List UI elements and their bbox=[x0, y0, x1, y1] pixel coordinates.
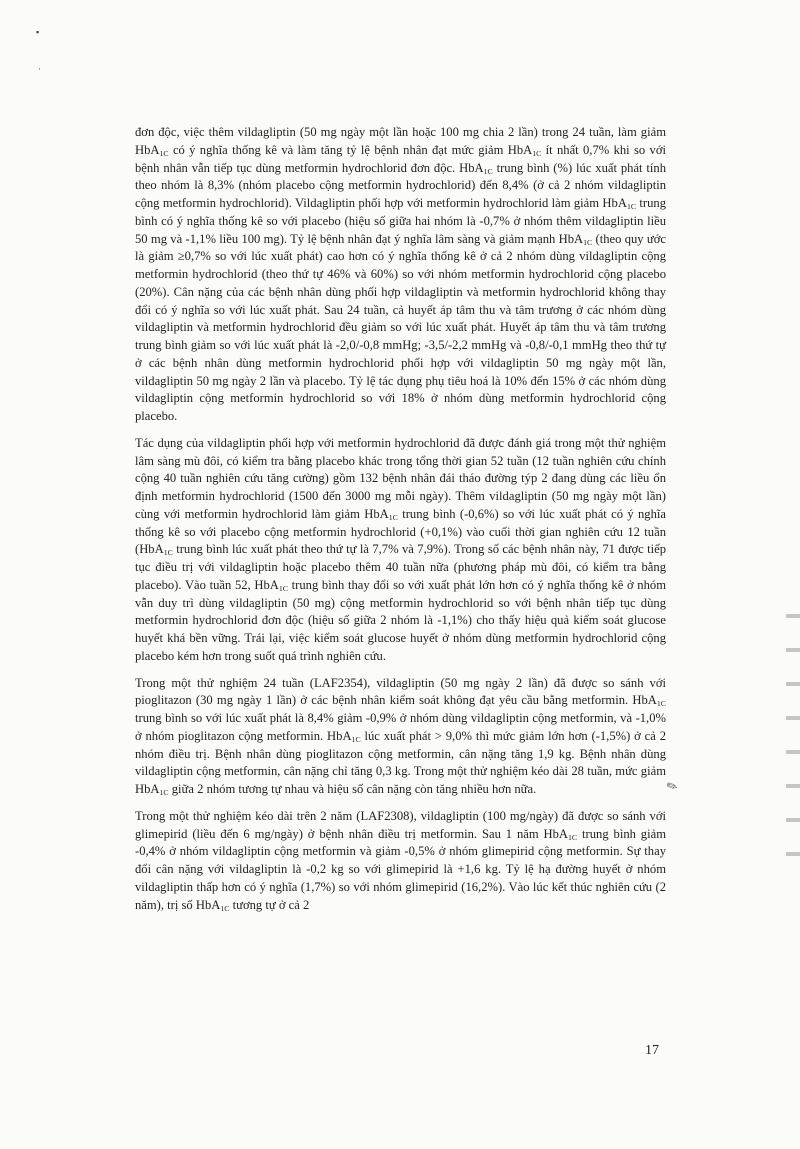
paragraph-text: trung bình thay đổi so với xuất phát lớn hơn có ý nghĩa thống kê ở nhóm vẫn duy trì dùng vildagliptin (50 mg) cộng metformin hydrochlorid so với bệnh nhân tiếp tục dùng metformin hydrochlorid đơn độc (hiệu số giữa 2 nhóm là -1,1%) cho thấy hiệu quả kiểm soát glucose huyết khá bền vững. Trái lại, việc kiểm soát glucose huyết ở nhóm dùng metformin hydrochlorid cộng placebo kém hơn trong suốt quá trình nghiên cứu. bbox=[135, 577, 670, 663]
paragraph-text: trung bình lúc xuất phát theo thứ tự là 7,7% và 7,9%). Trong số các bệnh nhân này, 71 được tiếp tục điều trị với vildagliptin hoặc placebo thêm 40 tuần nữa (phương pháp mù đôi, có kiểm tra bằng placebo). Vào tuần 52, HbA bbox=[135, 542, 670, 592]
paragraph-text: đơn độc, việc thêm vildagliptin (50 mg ngày một lần hoặc 100 mg chia 2 lần) trong 24 tuần, làm giảm HbA bbox=[135, 125, 670, 157]
scan-speck: · bbox=[38, 64, 41, 74]
scan-speck: ▪ bbox=[36, 27, 40, 37]
page-body-text bbox=[135, 124, 670, 923]
page-number: 17 bbox=[645, 1043, 659, 1058]
paragraph-text: trung bình so với lúc xuất phát là 8,4% giảm -0,9% ở nhóm dùng vildagliptin cộng metformin, và -1,0% ở nhóm pioglitazon cộng metformin. HbA bbox=[135, 693, 670, 743]
subscript-text: 1C bbox=[626, 201, 637, 211]
subscript-text: 1C bbox=[159, 787, 169, 797]
subscript-text: 1C bbox=[583, 237, 593, 247]
paragraph-text: ít nhất 0,7% khi so với bệnh nhân vẫn tiếp tục dùng metformin hydrochlorid đơn độc. HbA bbox=[135, 142, 670, 175]
paragraph-text: trung bình (-0,6%) so với lúc xuất phát có ý nghĩa thống kê so với placebo cộng metformin hydrochlorid (+0,1%) vào cuối thời gian nghiên cứu 12 tuần (HbA bbox=[135, 506, 670, 557]
paragraph-text: trung bình có ý nghĩa thống kê so với placebo (hiệu số giữa hai nhóm là -0,7% ở nhóm thêm vildagliptin liều 50 mg và -1,1% liều 100 mg). Tỷ lệ bệnh nhân đạt ý nghĩa lâm sàng và giảm mạnh HbA bbox=[135, 196, 670, 246]
paragraph-text: Trong một thử nghiệm kéo dài trên 2 năm (LAF2308), vildagliptin (100 mg/ngày) đã được so sánh với glimepirid (liều đến 6 mg/ngày) ở bệnh nhân điều trị metformin. Sau 1 năm HbA bbox=[135, 808, 670, 841]
subscript-text: 1C bbox=[568, 832, 578, 842]
paragraph-text: trung bình giảm -0,4% ở nhóm vildagliptin cộng metformin và giảm -0,5% ở nhóm glimepirid cộng metformin. Sự thay đổi cân nặng với vildagliptin là -0,2 kg so với glimepirid là +1,6 kg. Tỷ lệ hạ đường huyết ở nhóm vildagliptin thấp hơn có ý nghĩa (1,7%) so với nhóm glimepirid (16,2%). Vào lúc kết thúc nghiên cứu (2 năm), trị số HbA bbox=[135, 826, 670, 912]
subscript-text: 1C bbox=[159, 148, 169, 158]
subscript-text: 1C bbox=[483, 166, 493, 176]
subscript-text: 1C bbox=[163, 548, 173, 558]
paragraph-text: Tác dụng của vildagliptin phối hợp với metformin hydrochlorid đã được đánh giá trong một thử nghiệm lâm sàng mù đôi, có kiểm tra bằng placebo khác trong tổng thời gian 52 tuần (12 tuần nghiên cứu chính cộng 40 tuần nghiên cứu tăng cường) gồm 132 bệnh nhân đái tháo đường týp 2 đang dùng các liều ổn định metformin hydrochlorid (1500 đến 3000 mg mỗi ngày). Thêm vildagliptin (50 mg ngày một lần) cùng với metformin hydrochlorid làm giảm HbA bbox=[135, 435, 670, 521]
subscript-text: 1C bbox=[656, 699, 666, 709]
body-paragraph bbox=[135, 124, 670, 426]
subscript-text: 1C bbox=[388, 512, 398, 522]
subscript-text: 1C bbox=[220, 903, 230, 913]
paragraph-text: tương tự ở cả 2 bbox=[229, 897, 310, 912]
body-paragraph bbox=[135, 435, 670, 666]
handwritten-margin-mark: ✎ bbox=[663, 777, 681, 796]
body-paragraph bbox=[135, 808, 670, 915]
subscript-text: 1C bbox=[532, 148, 542, 158]
subscript-text: 1C bbox=[278, 583, 288, 593]
scan-edge-artifact bbox=[786, 600, 800, 860]
subscript-text: 1C bbox=[351, 734, 361, 744]
body-paragraph bbox=[135, 675, 670, 799]
paragraph-text: giữa 2 nhóm tương tự nhau và hiệu số cân nặng còn tăng nhiều hơn nữa. bbox=[168, 782, 537, 796]
paragraph-text: (theo quy ước là giảm ≥0,7% so với lúc xuất phát) cao hơn có ý nghĩa thống kê ở cả 2 nhóm dùng vildagliptin cộng metformin hydrochlorid (theo thứ tự 46% và 60%) so với nhóm metformin hydrochlorid cộng placebo (20%). Cân nặng của các bệnh nhân dùng phối hợp vildagliptin và metformin hydrochlorid không thay đổi có ý nghĩa so với lúc xuất phát. Sau 24 tuần, cả huyết áp tâm thu và tâm trương ở các nhóm dùng vildagliptin và metformin hydrochlorid đều giảm so với lúc xuất phát. Huyết áp tâm thu và tâm trương trung bình giảm so với lúc xuất phát là -2,0/-0,8 mmHg; -3,5/-2,2 mmHg và -0,8/-0,1 mmHg theo thứ tự ở các bệnh nhân dùng metformin hydrochlorid phối hợp với vildagliptin 50 mg ngày một lần, vildagliptin 50 mg ngày 2 lần và placebo. Tỷ lệ tác dụng phụ tiêu hoá là 10% đến 15% ở các nhóm dùng vildagliptin cộng metformin hydrochlorid so với 18% ở nhóm dùng metformin hydrochlorid cộng placebo. bbox=[135, 231, 670, 423]
paragraph-text: Trong một thử nghiệm 24 tuần (LAF2354), vildagliptin (50 mg ngày 2 lần) đã được so sánh với pioglitazon (30 mg ngày 1 lần) ở các bệnh nhân kiểm soát không đạt yêu cầu bằng metformin. HbA bbox=[135, 675, 670, 708]
paragraph-text: lúc xuất phát > 9,0% thì mức giảm lớn hơn (-1,5%) ở cả 2 nhóm điều trị. Bệnh nhân dùng pioglitazon cộng metformin, cân nặng tăng 1,9 kg. Bệnh nhân dùng vildagliptin cộng metformin, cân nặng chỉ tăng 0,3 kg. Trong một thử nghiệm kéo dài 28 tuần, mức giảm HbA bbox=[135, 728, 670, 796]
paragraph-text: trung bình (%) lúc xuất phát tính theo nhóm là 8,3% (nhóm placebo cộng metformin hydrochlorid) đến 8,4% (ở cả 2 nhóm vildagliptin cộng metformin hydrochlorid). Vildagliptin phối hợp với metformin hydrochlorid làm giảm HbA bbox=[135, 160, 670, 210]
paragraph-text: có ý nghĩa thống kê và làm tăng tỷ lệ bệnh nhân đạt mức giảm HbA bbox=[168, 142, 533, 157]
